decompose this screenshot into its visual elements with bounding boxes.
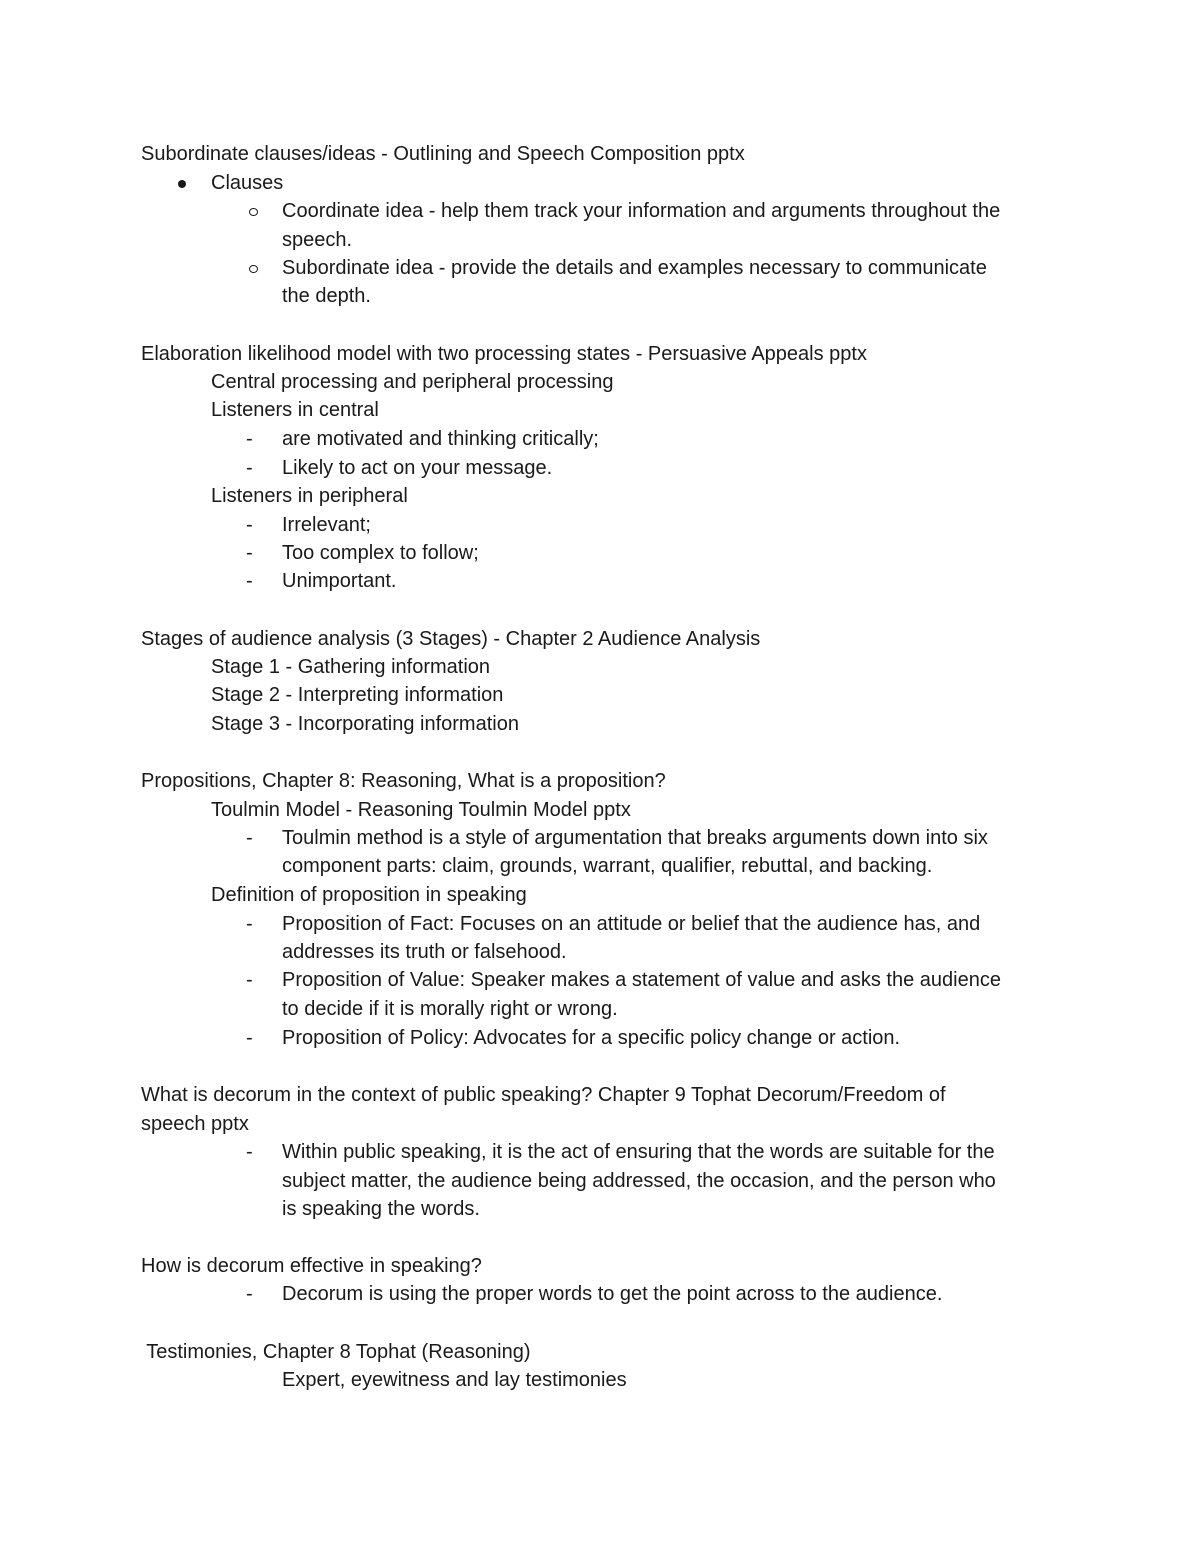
indented-line: Definition of proposition in speaking — [211, 884, 527, 906]
dash-bullet-icon: - — [246, 1283, 253, 1305]
dash-item: Within public speaking, it is the act of ensuring that the words are suitable for the — [282, 1141, 995, 1163]
stage-line: Stage 2 - Interpreting information — [211, 684, 504, 706]
section-heading-cont: speech pptx — [141, 1113, 249, 1135]
dash-item: Likely to act on your message. — [282, 457, 553, 479]
indented-line: Toulmin Model - Reasoning Toulmin Model pptx — [211, 799, 631, 821]
dash-item-cont: addresses its truth or falsehood. — [282, 941, 567, 963]
bullet-dot-icon — [178, 180, 186, 188]
dash-bullet-icon: - — [246, 827, 253, 849]
indented-line: Expert, eyewitness and lay testimonies — [282, 1369, 627, 1391]
dash-item: Toulmin method is a style of argumentation that breaks arguments down into six — [282, 827, 988, 849]
section-heading: Elaboration likelihood model with two processing states - Persuasive Appeals pptx — [141, 343, 867, 365]
dash-bullet-icon: - — [246, 1141, 253, 1163]
dash-item: Irrelevant; — [282, 514, 371, 536]
sub-bullet-text: Subordinate idea - provide the details and examples necessary to communicate — [282, 257, 987, 279]
sub-bullet-text-cont: speech. — [282, 229, 353, 251]
section-heading: Subordinate clauses/ideas - Outlining and Speech Composition pptx — [141, 143, 745, 165]
bullet-text: Clauses — [211, 172, 284, 194]
dash-item: Unimportant. — [282, 570, 397, 592]
dash-item: are motivated and thinking critically; — [282, 428, 599, 450]
stage-line: Stage 3 - Incorporating information — [211, 713, 519, 735]
dash-bullet-icon: - — [246, 542, 253, 564]
dash-bullet-icon: - — [246, 514, 253, 536]
section-heading: Propositions, Chapter 8: Reasoning, What is a proposition? — [141, 770, 666, 792]
section-heading: Testimonies, Chapter 8 Tophat (Reasoning) — [141, 1341, 531, 1363]
dash-item: Proposition of Fact: Focuses on an attitude or belief that the audience has, and — [282, 913, 981, 935]
dash-item-cont: to decide if it is morally right or wrong. — [282, 998, 618, 1020]
dash-item: Decorum is using the proper words to get the point across to the audience. — [282, 1283, 943, 1305]
dash-item-cont: subject matter, the audience being addressed, the occasion, and the person who — [282, 1170, 996, 1192]
dash-item: Too complex to follow; — [282, 542, 479, 564]
indented-line: Listeners in central — [211, 399, 379, 421]
dash-bullet-icon: - — [246, 913, 253, 935]
dash-item: Proposition of Value: Speaker makes a statement of value and asks the audience — [282, 969, 1001, 991]
dash-bullet-icon: - — [246, 1027, 253, 1049]
dash-item-cont: component parts: claim, grounds, warrant, qualifier, rebuttal, and backing. — [282, 855, 933, 877]
circle-bullet-icon — [249, 265, 258, 273]
dash-bullet-icon: - — [246, 428, 253, 450]
section-heading: Stages of audience analysis (3 Stages) - Chapter 2 Audience Analysis — [141, 628, 761, 650]
sub-bullet-text-cont: the depth. — [282, 285, 371, 307]
dash-item-cont: is speaking the words. — [282, 1198, 480, 1220]
indented-line: Listeners in peripheral — [211, 485, 408, 507]
dash-item: Proposition of Policy: Advocates for a specific policy change or action. — [282, 1027, 901, 1049]
stage-line: Stage 1 - Gathering information — [211, 656, 491, 678]
section-heading: How is decorum effective in speaking? — [141, 1255, 482, 1277]
sub-bullet-text: Coordinate idea - help them track your information and arguments throughout the — [282, 200, 1001, 222]
circle-bullet-icon — [249, 208, 258, 216]
section-heading: What is decorum in the context of public speaking? Chapter 9 Tophat Decorum/Freedom of — [141, 1084, 946, 1106]
indented-line: Central processing and peripheral processing — [211, 371, 614, 393]
dash-bullet-icon: - — [246, 570, 253, 592]
dash-bullet-icon: - — [246, 457, 253, 479]
dash-bullet-icon: - — [246, 969, 253, 991]
